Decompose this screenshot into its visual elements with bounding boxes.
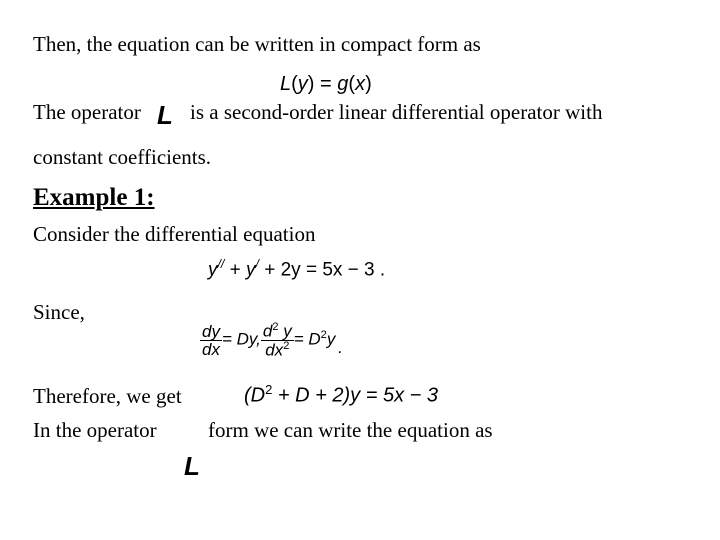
- eq-close2: ): [365, 73, 372, 95]
- eq2-mid2: = D: [293, 329, 321, 349]
- eq1-sup2: /: [255, 257, 259, 271]
- differential-equation: [208, 258, 385, 279]
- operator-prefix: The operator: [33, 100, 141, 124]
- example-heading: Example 1:: [33, 184, 155, 211]
- operator-suffix: is a second-order linear differential operator with: [190, 100, 603, 124]
- eq-equals: =: [320, 73, 332, 95]
- eq2-mid2y: y: [326, 329, 336, 349]
- operator-L-symbol: L: [157, 100, 173, 130]
- operator-form-right: form we can write the equation as: [208, 418, 493, 442]
- compact-equation: [280, 74, 372, 94]
- eq1-plus: +: [224, 259, 247, 281]
- eq2-mid2sup: 2: [320, 328, 327, 341]
- since-text: Since,: [33, 300, 85, 324]
- eq-L: L: [280, 73, 292, 95]
- bottom-L-symbol: L: [184, 451, 200, 481]
- eq-open2: (: [348, 73, 356, 95]
- operator-equation: [244, 383, 438, 406]
- eq1-y2: y: [246, 259, 256, 281]
- eq-g: g: [337, 73, 349, 95]
- operator-line2: constant coefficients.: [33, 145, 212, 169]
- therefore-text: Therefore, we get: [33, 384, 182, 408]
- eq1-y1: y: [208, 259, 218, 281]
- consider-text: Consider the differential equation: [33, 222, 316, 246]
- eq1-sup1: //: [217, 257, 225, 271]
- eq-y: y: [297, 73, 308, 95]
- eq2-dot: .: [337, 337, 343, 357]
- operator-definitions: [200, 322, 342, 358]
- eq1-dot: .: [379, 259, 386, 281]
- eq3-sup: 2: [265, 382, 273, 397]
- eq-x: x: [355, 73, 366, 95]
- eq1-rest: + 2y = 5x − 3: [258, 259, 375, 281]
- eq3-rest: + D + 2)y = 5x − 3: [272, 384, 438, 407]
- fraction-dy-dx: $\frac{dy}{dx}$: [202, 321, 220, 359]
- eq3-open: (D: [244, 384, 266, 407]
- operator-form-left: In the operator: [33, 418, 157, 442]
- eq-open: (: [291, 73, 298, 95]
- fraction-d2y-dx2: $\frac{d^2 y}{dx^2}$: [262, 321, 292, 360]
- eq-close: ): [307, 73, 315, 95]
- eq2-mid1: = Dy,: [221, 329, 261, 349]
- intro-text: Then, the equation can be written in compact form as: [33, 32, 481, 56]
